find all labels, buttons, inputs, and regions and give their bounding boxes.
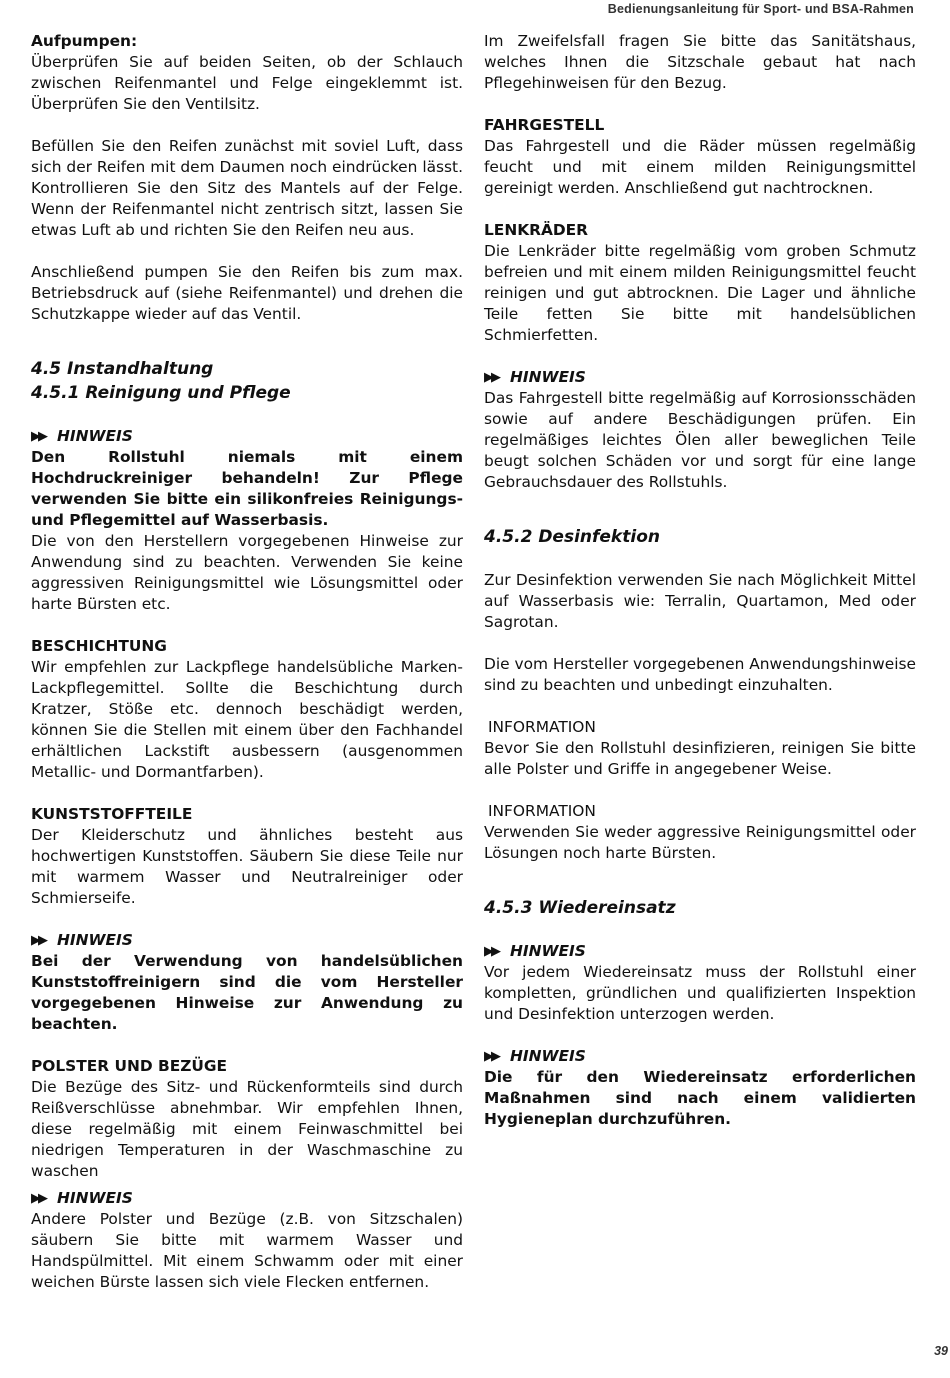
right-column bbox=[484, 31, 916, 1130]
hinweis-label: HINWEIS bbox=[57, 427, 133, 445]
double-chevron-right-icon: ▶▶ bbox=[484, 370, 498, 385]
double-chevron-right-icon: ▶▶ bbox=[31, 933, 45, 948]
section-title-4-5-3: 4.5.3 Wiedereinsatz bbox=[484, 898, 676, 918]
hinweis-bold-text: Bei der Verwendung von handelsüblichen Kunststoffreinigern sind die vom Hersteller vorgegebenen Hinweise zur Anwendung zu beachten. bbox=[31, 952, 463, 1033]
hinweis-text: Das Fahrgestell bitte regelmäßig auf Korrosionsschäden sowie auf andere Beschädigungen prüfen. Ein regelmäßiges leichtes Ölen aller beweglichen Teile beugt solchen Schäden vor und sorgt für eine lange Gebrauchsdauer des Rollstuhls. bbox=[484, 389, 916, 491]
left-column bbox=[31, 31, 463, 1293]
double-chevron-right-icon: ▶▶ bbox=[484, 944, 498, 959]
paragraph-aufpumpen-2: Befüllen Sie den Reifen zunächst mit soviel Luft, dass sich der Reifen mit dem Daumen noch eindrücken lässt. Kontrollieren Sie den Sitz des Mantels auf der Felge. Wenn der Reifenmantel nicht zentrisch sitzt, lassen Sie etwas Luft ab und richten Sie den Reifen neu aus. bbox=[31, 137, 463, 239]
running-header: Bedienungsanleitung für Sport- und BSA-Rahmen bbox=[607, 2, 914, 16]
double-chevron-right-icon: ▶▶ bbox=[484, 1049, 498, 1064]
hinweis-heading bbox=[31, 426, 463, 447]
paragraph-intro: Im Zweifelsfall fragen Sie bitte das Sanitätshaus, welches Ihnen die Sitzschale gebaut hat nach Pflegehinweisen für den Bezug. bbox=[484, 32, 916, 92]
hinweis-heading bbox=[31, 1188, 463, 1209]
hinweis-label: HINWEIS bbox=[510, 1047, 586, 1065]
hinweis-heading bbox=[484, 367, 916, 388]
heading-kunststoffteile: KUNSTSTOFFTEILE bbox=[31, 805, 193, 823]
heading-fahrgestell: FAHRGESTELL bbox=[484, 116, 605, 134]
hinweis-bold-text: Den Rollstuhl niemals mit einem Hochdruckreiniger behandeln! Zur Pflege verwenden Sie bitte ein silikonfreies Reinigungs- und Pflegemittel auf Wasserbasis. bbox=[31, 448, 463, 529]
section-title-4-5-2: 4.5.2 Desinfektion bbox=[484, 527, 660, 547]
hinweis-text: Andere Polster und Bezüge (z.B. von Sitzschalen) säubern Sie bitte mit warmem Wasser und Handspülmittel. Mit einem Schwamm oder mit einer weichen Bürste lassen sich viele Flecken entfernen. bbox=[31, 1210, 463, 1291]
information-label: INFORMATION bbox=[488, 802, 596, 820]
page-number: 39 bbox=[934, 1344, 948, 1358]
heading-beschichtung: BESCHICHTUNG bbox=[31, 637, 167, 655]
paragraph-aufpumpen-3: Anschließend pumpen Sie den Reifen bis zum max. Betriebsdruck auf (siehe Reifenmantel) und drehen die Schutzkappe wieder auf das Ventil. bbox=[31, 263, 463, 323]
paragraph-kunststoffteile: Der Kleiderschutz und ähnliches besteht aus hochwertigen Kunststoffen. Säubern Sie diese Teile nur mit warmem Wasser und Neutralreiniger oder Schmierseife. bbox=[31, 826, 463, 907]
heading-polster: POLSTER UND BEZÜGE bbox=[31, 1057, 228, 1075]
hinweis-label: HINWEIS bbox=[510, 368, 586, 386]
hinweis-label: HINWEIS bbox=[510, 942, 586, 960]
heading-lenkraeder: LENKRÄDER bbox=[484, 221, 589, 239]
paragraph-desinfektion-1: Zur Desinfektion verwenden Sie nach Möglichkeit Mittel auf Wasserbasis wie: Terralin, Quartamon, Med oder Sagrotan. bbox=[484, 571, 916, 631]
double-chevron-right-icon: ▶▶ bbox=[31, 1191, 45, 1206]
heading-aufpumpen: Aufpumpen: bbox=[31, 32, 138, 50]
section-title-4-5: 4.5 Instandhaltung bbox=[31, 359, 214, 379]
hinweis-text: Die von den Herstellern vorgegebenen Hinweise zur Anwendung sind zu beachten. Verwenden Sie keine aggressiven Reinigungsmittel wie Lösungsmittel oder harte Bürsten etc. bbox=[31, 532, 463, 613]
hinweis-text: Vor jedem Wiedereinsatz muss der Rollstuhl einer kompletten, gründlichen und qualifizierten Inspektion und Desinfektion unterzogen werden. bbox=[484, 963, 916, 1023]
hinweis-bold-text: Die für den Wiedereinsatz erforderlichen Maßnahmen sind nach einem validierten Hygieneplan durchzuführen. bbox=[484, 1068, 916, 1128]
hinweis-heading bbox=[31, 930, 463, 951]
hinweis-label: HINWEIS bbox=[57, 1189, 133, 1207]
section-title-4-5-1: 4.5.1 Reinigung und Pflege bbox=[31, 383, 291, 403]
paragraph-aufpumpen-1: Überprüfen Sie auf beiden Seiten, ob der Schlauch zwischen Reifenmantel und Felge eingeklemmt ist. Überprüfen Sie den Ventilsitz. bbox=[31, 53, 463, 113]
double-chevron-right-icon: ▶▶ bbox=[31, 429, 45, 444]
hinweis-heading bbox=[484, 941, 916, 962]
hinweis-heading bbox=[484, 1046, 916, 1067]
paragraph-polster: Die Bezüge des Sitz- und Rückenformteils sind durch Reißverschlüsse abnehmbar. Wir empfehlen Ihnen, diese regelmäßig mit einem Feinwaschmittel bei niedrigen Temperaturen in der Waschmaschine zu waschen bbox=[31, 1078, 463, 1180]
information-text: Bevor Sie den Rollstuhl desinfizieren, reinigen Sie bitte alle Polster und Griffe in angegebener Weise. bbox=[484, 739, 916, 778]
paragraph-lenkraeder: Die Lenkräder bitte regelmäßig vom groben Schmutz befreien und mit einem milden Reinigungsmittel feucht reinigen und gut abtrocknen. Die Lager und ähnliche Teile fetten Sie bitte mit handelsüblichen Schmierfetten. bbox=[484, 242, 916, 344]
paragraph-beschichtung: Wir empfehlen zur Lackpflege handelsübliche Marken-Lackpflegemittel. Sollte die Beschichtung durch Kratzer, Stöße etc. dennoch beschädigt werden, können Sie die Stellen mit einem über den Fachhandel erhältlichen Lackstift ausbessern (ausgenommen Metallic- und Dormantfarben). bbox=[31, 658, 463, 781]
paragraph-desinfektion-2: Die vom Hersteller vorgegebenen Anwendungshinweise sind zu beachten und unbedingt einzuhalten. bbox=[484, 655, 916, 694]
information-label: INFORMATION bbox=[488, 718, 596, 736]
hinweis-label: HINWEIS bbox=[57, 931, 133, 949]
information-text: Verwenden Sie weder aggressive Reinigungsmittel oder Lösungen noch harte Bürsten. bbox=[484, 823, 916, 862]
paragraph-fahrgestell: Das Fahrgestell und die Räder müssen regelmäßig feucht und mit einem milden Reinigungsmittel gereinigt werden. Anschließend gut nachtrocknen. bbox=[484, 137, 916, 197]
